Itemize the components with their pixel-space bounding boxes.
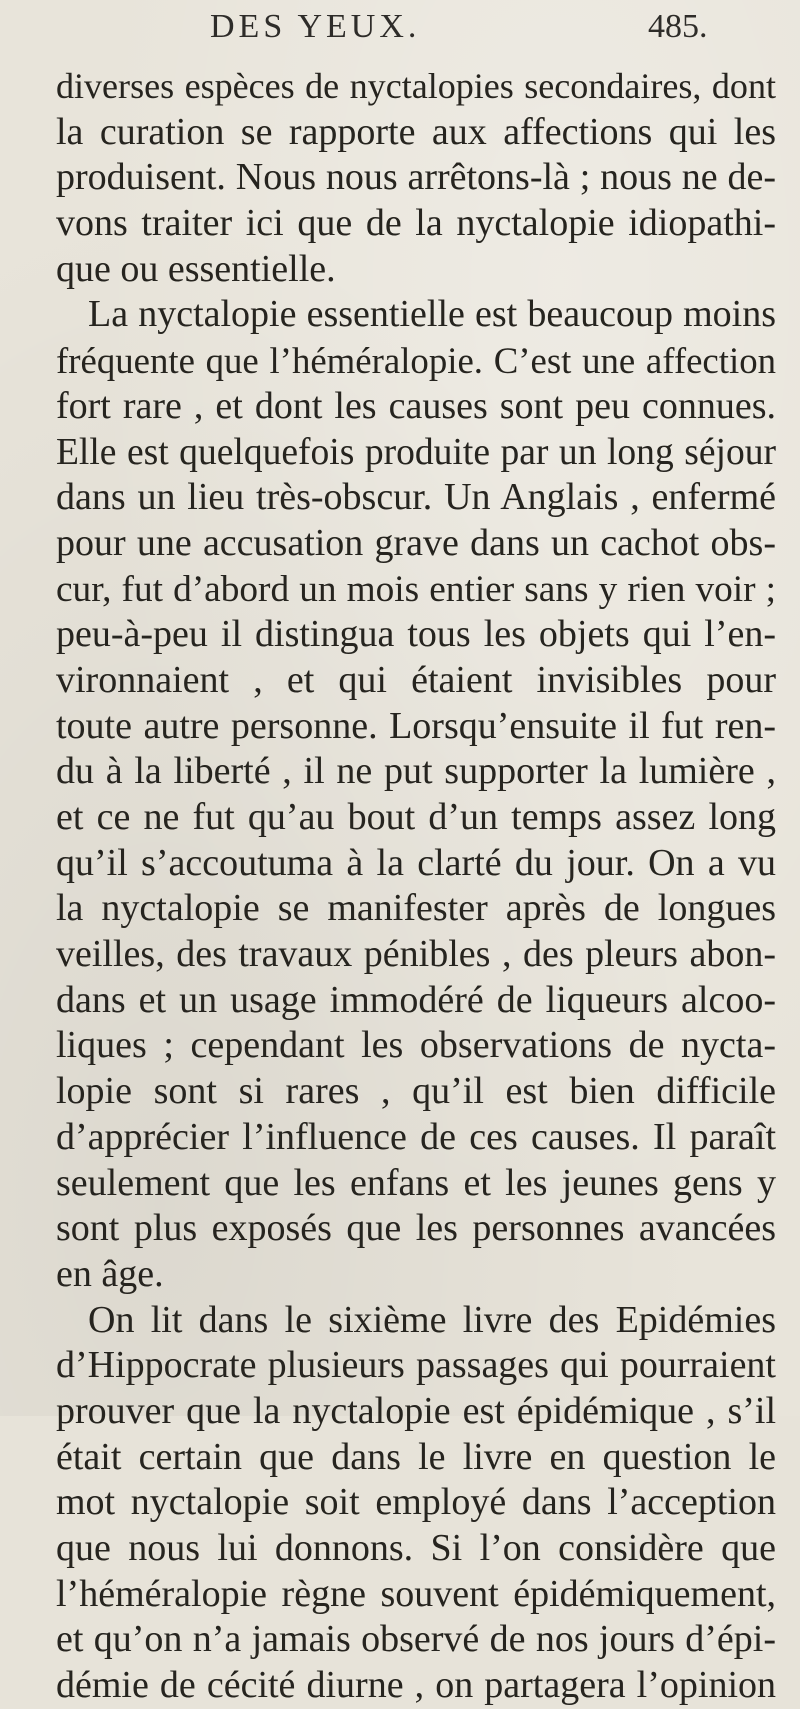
text-line: seulement que les enfans et les jeunes gens y: [56, 1161, 776, 1204]
text-line: et ce ne fut qu’au bout d’un temps assez long: [56, 796, 776, 838]
text-line: sont plus exposés que les personnes avancées: [56, 1207, 776, 1250]
text-line: l’héméralopie règne souvent épidémiquement,: [56, 1572, 776, 1615]
text-line: liques ; cependant les observations de nycta-: [56, 1024, 776, 1067]
text-line: la curation se rapporte aux affections qui les: [56, 110, 776, 153]
text-line: diverses espèces de nyctalopies secondaires, dont: [56, 66, 776, 106]
text-line: en âge.: [56, 1252, 164, 1295]
text-line: était certain que dans le livre en question le: [56, 1435, 776, 1478]
text-line: peu-à-peu il distingua tous les objets qui l’en-: [56, 613, 776, 656]
body-text: [56, 64, 776, 1709]
text-line: veilles, des travaux pénibles , des pleurs abon-: [56, 933, 776, 976]
text-line: produisent. Nous nous arrêtons-là ; nous ne de-: [56, 156, 776, 199]
text-line: que ou essentielle.: [56, 247, 336, 290]
text-line: pour une accusation grave dans un cachot obs-: [56, 521, 776, 564]
text-line: qu’il s’accoutuma à la clarté du jour. On a vu: [56, 841, 776, 884]
text-line: fréquente que l’héméralopie. C’est une affection: [56, 340, 776, 382]
text-line: toute autre personne. Lorsqu’ensuite il fut ren-: [56, 704, 776, 747]
text-line: dans un lieu très-obscur. Un Anglais , enfermé: [56, 476, 776, 519]
text-line: que nous lui donnons. Si l’on considère que: [56, 1527, 776, 1569]
text-line: et qu’on n’a jamais observé de nos jours d’épi-: [56, 1618, 776, 1661]
text-line: vons traiter ici que de la nyctalopie idiopathi-: [56, 202, 776, 245]
text-line: vironnaient , et qui étaient invisibles pour: [56, 658, 776, 701]
text-line: d’Hippocrate plusieurs passages qui pourraient: [56, 1344, 776, 1387]
text-line: mot nyctalopie soit employé dans l’acception: [56, 1481, 776, 1524]
text-line: On lit dans le sixième livre des Epidémies: [88, 1298, 776, 1341]
text-line: du à la liberté , il ne put supporter la lumière ,: [56, 750, 776, 793]
text-line: la nyctalopie se manifester après de longues: [56, 887, 776, 930]
text-line: cur, fut d’abord un mois entier sans y rien voir ;: [56, 568, 776, 610]
page-number: 485.: [648, 8, 708, 45]
text-line: prouver que la nyctalopie est épidémique , s’il: [56, 1389, 776, 1432]
text-line: dans et un usage immodéré de liqueurs alcoo-: [56, 978, 776, 1021]
text-line: lopie sont si rares , qu’il est bien difficile: [56, 1070, 776, 1113]
text-line: d’apprécier l’influence de ces causes. Il paraît: [56, 1115, 776, 1158]
text-line: démie de cécité diurne , on partagera l’opinion: [56, 1664, 776, 1707]
text-line: fort rare , et dont les causes sont peu connues.: [56, 384, 776, 427]
page-header: [0, 0, 800, 70]
running-head: DES YEUX.: [210, 8, 421, 45]
text-line: Elle est quelquefois produite par un long séjour: [56, 431, 776, 473]
text-line: La nyctalopie essentielle est beaucoup moins: [88, 293, 776, 336]
